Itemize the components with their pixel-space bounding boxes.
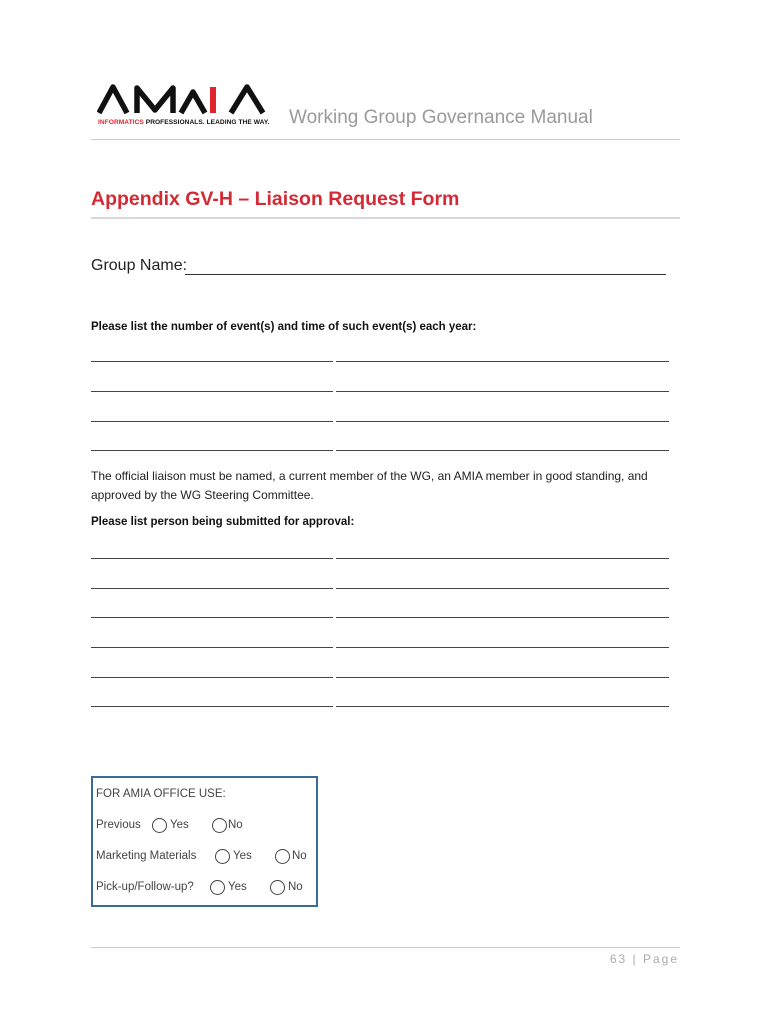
page-number: 63 | Page bbox=[609, 952, 679, 966]
event-time-field[interactable] bbox=[336, 391, 669, 392]
person-field[interactable] bbox=[91, 647, 333, 648]
pickup-no-radio[interactable] bbox=[270, 880, 285, 895]
event-time-field[interactable] bbox=[336, 450, 669, 451]
previous-no-label: No bbox=[228, 819, 243, 831]
pickup-label: Pick-up/Follow-up? bbox=[96, 881, 194, 893]
event-field[interactable] bbox=[91, 361, 333, 362]
marketing-no-label: No bbox=[292, 850, 307, 862]
footer-divider bbox=[91, 947, 680, 948]
person-field[interactable] bbox=[91, 588, 333, 589]
event-field[interactable] bbox=[91, 421, 333, 422]
person-field[interactable] bbox=[91, 706, 333, 707]
person-field[interactable] bbox=[91, 617, 333, 618]
tagline-highlight: INFORMATICS bbox=[98, 119, 144, 126]
group-name-label: Group Name: bbox=[91, 257, 188, 274]
pickup-yes-radio[interactable] bbox=[210, 880, 225, 895]
person-detail-field[interactable] bbox=[336, 558, 669, 559]
marketing-yes-radio[interactable] bbox=[215, 849, 230, 864]
tagline-rest: PROFESSIONALS. LEADING THE WAY. bbox=[143, 119, 270, 126]
previous-no-radio[interactable] bbox=[212, 818, 227, 833]
pickup-yes-label: Yes bbox=[228, 881, 247, 893]
marketing-no-radio[interactable] bbox=[275, 849, 290, 864]
person-detail-field[interactable] bbox=[336, 677, 669, 678]
person-detail-field[interactable] bbox=[336, 706, 669, 707]
person-label: Please list person being submitted for approval: bbox=[91, 516, 355, 528]
title-divider bbox=[91, 217, 680, 219]
logo-tagline bbox=[98, 119, 269, 126]
event-field[interactable] bbox=[91, 450, 333, 451]
person-detail-field[interactable] bbox=[336, 617, 669, 618]
office-use-heading: FOR AMIA OFFICE USE: bbox=[96, 788, 226, 800]
events-label: Please list the number of event(s) and time of such event(s) each year: bbox=[91, 321, 477, 333]
liaison-paragraph: The official liaison must be named, a current member of the WG, an AMIA member in good standing, and approved by the WG Steering Committee. bbox=[91, 469, 648, 502]
person-field[interactable] bbox=[91, 558, 333, 559]
group-name-field[interactable] bbox=[185, 274, 666, 275]
person-detail-field[interactable] bbox=[336, 588, 669, 589]
pickup-no-label: No bbox=[288, 881, 303, 893]
person-detail-field[interactable] bbox=[336, 647, 669, 648]
marketing-yes-label: Yes bbox=[233, 850, 252, 862]
event-time-field[interactable] bbox=[336, 361, 669, 362]
previous-yes-label: Yes bbox=[170, 819, 189, 831]
person-field[interactable] bbox=[91, 677, 333, 678]
previous-yes-radio[interactable] bbox=[152, 818, 167, 833]
document-title: Working Group Governance Manual bbox=[289, 107, 593, 128]
marketing-label: Marketing Materials bbox=[96, 850, 197, 862]
event-time-field[interactable] bbox=[336, 421, 669, 422]
appendix-title: Appendix GV-H – Liaison Request Form bbox=[91, 188, 460, 210]
header-divider bbox=[91, 139, 680, 140]
event-field[interactable] bbox=[91, 391, 333, 392]
previous-label: Previous bbox=[96, 819, 141, 831]
